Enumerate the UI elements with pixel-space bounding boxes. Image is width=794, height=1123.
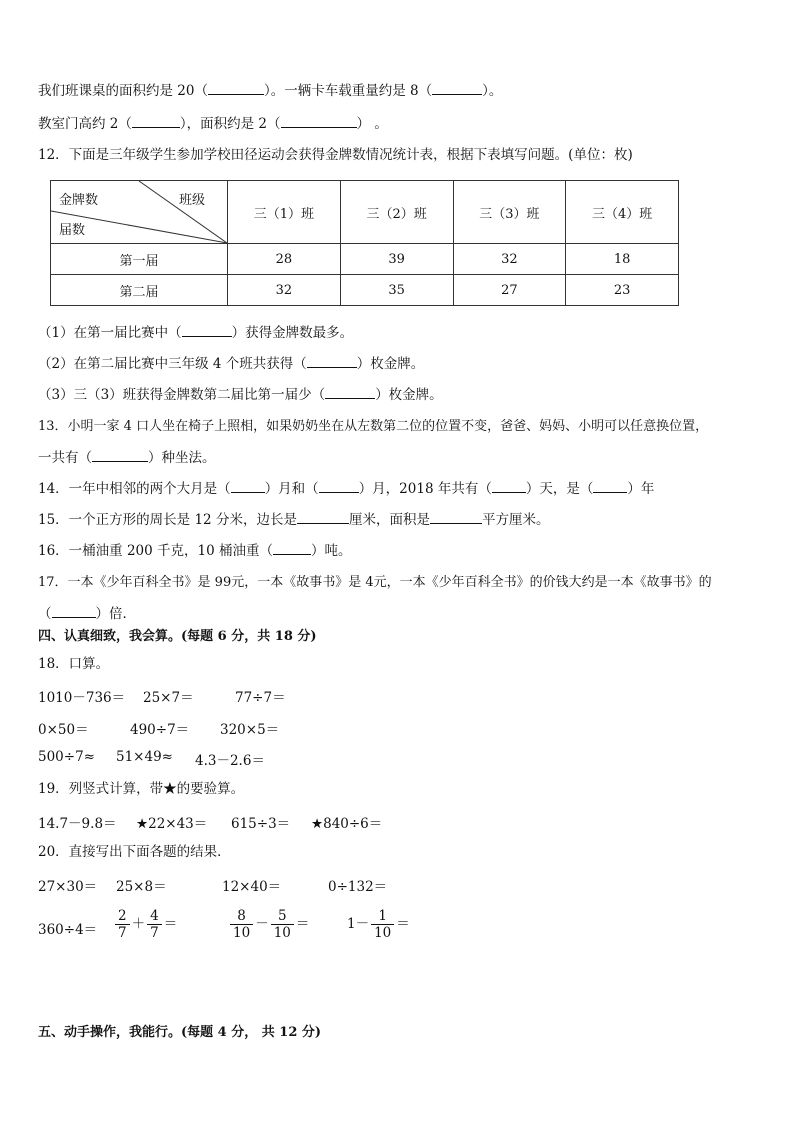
- question-text: ）枚金牌。: [375, 387, 443, 403]
- calc-item: 615÷3＝: [231, 816, 291, 832]
- calc-item: 12×40＝: [222, 879, 282, 895]
- question-text: 14．一年中相邻的两个大月是（: [38, 481, 231, 497]
- answer-blank[interactable]: [430, 511, 482, 524]
- fraction: [271, 908, 294, 941]
- table-cell: 32: [228, 275, 341, 306]
- calc-item: 320×5＝: [220, 722, 280, 738]
- row-label: 第一届: [51, 244, 228, 275]
- q14-line: [38, 480, 654, 498]
- section-5-title: 五、动手操作，我能行。(每题 4 分， 共 12 分): [38, 1025, 322, 1040]
- calc-item: 360÷4＝: [38, 922, 98, 938]
- intro-text: 我们班课桌的面积约是 20（: [38, 83, 208, 99]
- question-text: ）获得金牌数最多。: [231, 325, 354, 341]
- table-cell: 23: [566, 275, 679, 306]
- q20-title: 20．直接写出下面各题的结果．: [38, 844, 231, 860]
- answer-blank[interactable]: [273, 542, 311, 555]
- q19-title: 19．列竖式计算，带★的要验算。: [38, 781, 245, 797]
- answer-blank[interactable]: [492, 480, 526, 493]
- denominator: 10: [233, 925, 251, 941]
- table-cell: 27: [453, 275, 566, 306]
- fraction: [115, 908, 130, 941]
- column-header: 三（1）班: [228, 181, 341, 244]
- column-header: 三（2）班: [340, 181, 453, 244]
- operator: －: [255, 916, 269, 932]
- numerator: 5: [271, 908, 294, 925]
- answer-blank[interactable]: [182, 324, 232, 337]
- numerator: 8: [230, 908, 253, 925]
- question-text: （1）在第一届比赛中（: [38, 325, 182, 341]
- numerator: 2: [115, 908, 130, 925]
- answer-blank[interactable]: [208, 82, 264, 95]
- answer-blank[interactable]: [281, 115, 357, 128]
- column-header: 三（4）班: [566, 181, 679, 244]
- operator: ＋: [131, 916, 146, 932]
- question-text: ）倍．: [95, 606, 136, 622]
- q16-line: [38, 542, 352, 560]
- answer-blank[interactable]: [92, 449, 148, 462]
- question-text: ）吨。: [311, 543, 352, 559]
- table-cell: 28: [228, 244, 341, 275]
- q13-line-2: [38, 449, 216, 467]
- intro-text: ）。一辆卡车载重量约是 8（: [263, 83, 433, 99]
- intro-text: ）。: [482, 83, 503, 99]
- medal-table: [50, 180, 679, 306]
- denominator: 10: [374, 925, 392, 941]
- calc-item: 4.3－2.6＝: [195, 753, 265, 769]
- q15-line: [38, 511, 549, 529]
- equals-sign: ＝: [396, 916, 410, 932]
- q18-title: 18．口算。: [38, 656, 110, 672]
- question-text: ）种坐法。: [148, 450, 216, 466]
- corner-label-session: 届数: [59, 223, 86, 238]
- intro-text: ），面积约是 2（: [179, 116, 281, 132]
- question-text: 15．一个正方形的周长是 12 分米，边长是: [38, 512, 297, 528]
- answer-blank[interactable]: [432, 82, 482, 95]
- equals-sign: ＝: [295, 916, 310, 932]
- fraction: [230, 908, 253, 941]
- corner-label-medals: 金牌数: [59, 193, 99, 208]
- answer-blank[interactable]: [297, 511, 349, 524]
- intro-text: ） 。: [356, 116, 388, 132]
- calc-item: ★22×43＝: [136, 816, 208, 832]
- table-cell: 35: [340, 275, 453, 306]
- calc-item: 0×50＝: [38, 722, 89, 738]
- question-text: 一共有（: [38, 450, 92, 466]
- fraction-expression: [113, 908, 177, 941]
- numerator: 1: [371, 908, 394, 925]
- numerator: 4: [147, 908, 162, 925]
- table-header-row: [51, 181, 679, 244]
- intro-line-1: [38, 82, 502, 100]
- calc-item: 490÷7＝: [130, 722, 190, 738]
- q13-line-1: 13．小明一家 4 口人坐在椅子上照相，如果奶奶坐在从左数第二位的位置不变，爸爸、妈妈、小明可以任意换位置，: [38, 419, 709, 434]
- calc-item: 51×49≈: [116, 749, 173, 765]
- q17-line-2: [38, 605, 136, 623]
- question-text: 16．一桶油重 200 千克，10 桶油重（: [38, 543, 273, 559]
- question-text: ）月和（: [264, 481, 319, 497]
- question-text: （: [38, 606, 52, 622]
- table-row: [51, 275, 679, 306]
- table-corner-cell: [51, 181, 228, 244]
- fraction-expression: [228, 908, 309, 941]
- fraction-expression: [347, 908, 410, 941]
- intro-text: 教室门高约 2（: [38, 116, 132, 132]
- table-cell: 32: [453, 244, 566, 275]
- q12-sub2: [38, 355, 424, 373]
- table-cell: 18: [566, 244, 679, 275]
- calc-item: 25×8＝: [116, 879, 167, 895]
- answer-blank[interactable]: [319, 480, 359, 493]
- question-text: 厘米，面积是: [348, 512, 430, 528]
- corner-label-class: 班级: [178, 193, 205, 208]
- calc-item: 0÷132＝: [328, 879, 388, 895]
- column-header: 三（3）班: [453, 181, 566, 244]
- denominator: 7: [150, 925, 159, 941]
- answer-blank[interactable]: [593, 480, 627, 493]
- table-cell: 39: [340, 244, 453, 275]
- q17-line-1: 17．一本《少年百科全书》是 99元，一本《故事书》是 4元，一本《少年百科全书》的价钱大约是一本《故事书》的: [38, 575, 712, 590]
- calc-item: 25×7＝: [143, 690, 194, 706]
- section-4-title: 四、认真细致，我会算。(每题 6 分，共 18 分): [38, 629, 317, 644]
- calc-item: ★840÷6＝: [311, 816, 383, 832]
- q12-stem: 12．下面是三年级学生参加学校田径运动会获得金牌数情况统计表，根据下表填写问题。(单位：枚): [38, 147, 633, 163]
- equals-sign: ＝: [163, 916, 178, 932]
- question-text: （3）三（3）班获得金牌数第二届比第一届少（: [38, 387, 326, 403]
- answer-blank[interactable]: [132, 115, 180, 128]
- question-text: ）天，是（: [525, 481, 594, 497]
- table-row: [51, 244, 679, 275]
- denominator: 7: [118, 925, 127, 941]
- denominator: 10: [273, 925, 291, 941]
- fraction: [147, 908, 162, 941]
- row-label: 第二届: [51, 275, 228, 306]
- calc-item: 500÷7≈: [38, 749, 95, 765]
- calc-item: 1010－736＝: [38, 690, 126, 706]
- answer-blank[interactable]: [325, 386, 375, 399]
- question-text: ）月，2018 年共有（: [358, 481, 492, 497]
- calc-item: 14.7－9.8＝: [38, 816, 117, 832]
- calc-item: 77÷7＝: [235, 690, 286, 706]
- answer-blank[interactable]: [52, 605, 96, 618]
- calc-item: 27×30＝: [38, 879, 98, 895]
- question-text: （2）在第二届比赛中三年级 4 个班共获得（: [38, 356, 307, 372]
- fraction: [371, 908, 394, 941]
- q12-sub1: [38, 324, 353, 342]
- q12-sub3: [38, 386, 443, 404]
- whole-number: 1－: [347, 916, 370, 932]
- answer-blank[interactable]: [307, 355, 357, 368]
- answer-blank[interactable]: [231, 480, 265, 493]
- question-text: ）年: [627, 481, 655, 497]
- question-text: 平方厘米。: [481, 512, 550, 528]
- intro-line-2: [38, 115, 388, 133]
- question-text: ）枚金牌。: [356, 356, 425, 372]
